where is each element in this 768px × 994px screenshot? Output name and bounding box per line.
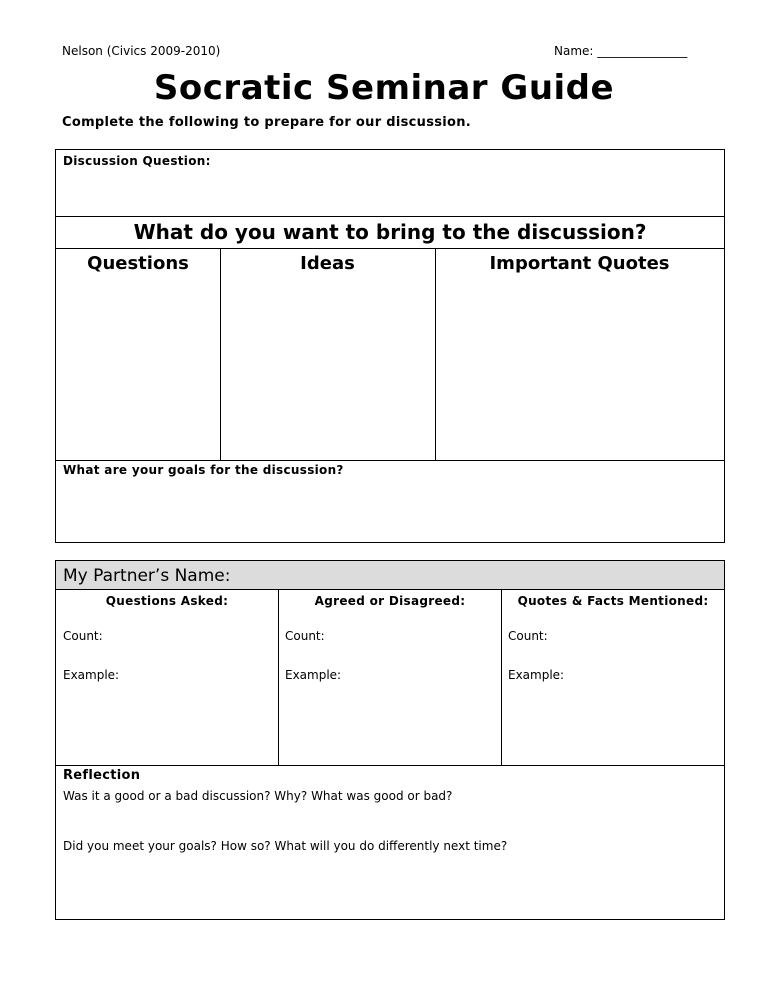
quotes-facts-example: Example: bbox=[508, 668, 565, 682]
goals-area[interactable] bbox=[56, 480, 724, 542]
reflection-label: Reflection bbox=[63, 768, 141, 783]
ideas-area[interactable] bbox=[221, 278, 435, 460]
divider bbox=[56, 765, 724, 766]
ideas-column-heading: Ideas bbox=[300, 253, 355, 274]
questions-column-heading: Questions bbox=[87, 253, 189, 274]
agreed-disagreed-area[interactable] bbox=[279, 611, 501, 765]
partner-name-bar[interactable] bbox=[56, 561, 724, 589]
partner-box bbox=[55, 560, 725, 920]
discussion-question-area[interactable] bbox=[56, 150, 724, 216]
questions-asked-example: Example: bbox=[63, 668, 120, 682]
quotes-facts-count: Count: bbox=[508, 629, 548, 643]
divider bbox=[56, 460, 724, 461]
questions-asked-count: Count: bbox=[63, 629, 103, 643]
quotes-area[interactable] bbox=[436, 278, 724, 460]
quotes-facts-heading: Quotes & Facts Mentioned: bbox=[517, 594, 709, 608]
divider bbox=[56, 589, 724, 590]
questions-area[interactable] bbox=[56, 278, 220, 460]
quotes-facts-area[interactable] bbox=[502, 611, 724, 765]
quotes-column-heading: Important Quotes bbox=[489, 253, 670, 274]
questions-asked-heading: Questions Asked: bbox=[105, 594, 229, 608]
reflection-question-1: Was it a good or a bad discussion? Why? What was good or bad? bbox=[63, 789, 453, 803]
reflection-question-2: Did you meet your goals? How so? What will you do differently next time? bbox=[63, 839, 508, 853]
instructions: Complete the following to prepare for our discussion. bbox=[62, 115, 472, 130]
divider bbox=[56, 248, 724, 249]
agreed-disagreed-count: Count: bbox=[285, 629, 325, 643]
bring-heading: What do you want to bring to the discussion? bbox=[133, 220, 647, 244]
prep-box bbox=[55, 149, 725, 543]
reflection-area[interactable] bbox=[56, 857, 724, 919]
divider bbox=[56, 216, 724, 217]
partner-name-label: My Partner’s Name: bbox=[63, 566, 231, 586]
goals-label: What are your goals for the discussion? bbox=[63, 463, 344, 477]
agreed-disagreed-heading: Agreed or Disagreed: bbox=[314, 594, 466, 608]
name-field[interactable]: Name: _______________ bbox=[554, 44, 688, 58]
agreed-disagreed-example: Example: bbox=[285, 668, 342, 682]
page-title: Socratic Seminar Guide bbox=[153, 68, 615, 108]
course-label: Nelson (Civics 2009-2010) bbox=[62, 44, 221, 58]
questions-asked-area[interactable] bbox=[56, 611, 278, 765]
discussion-question-label: Discussion Question: bbox=[63, 154, 211, 168]
